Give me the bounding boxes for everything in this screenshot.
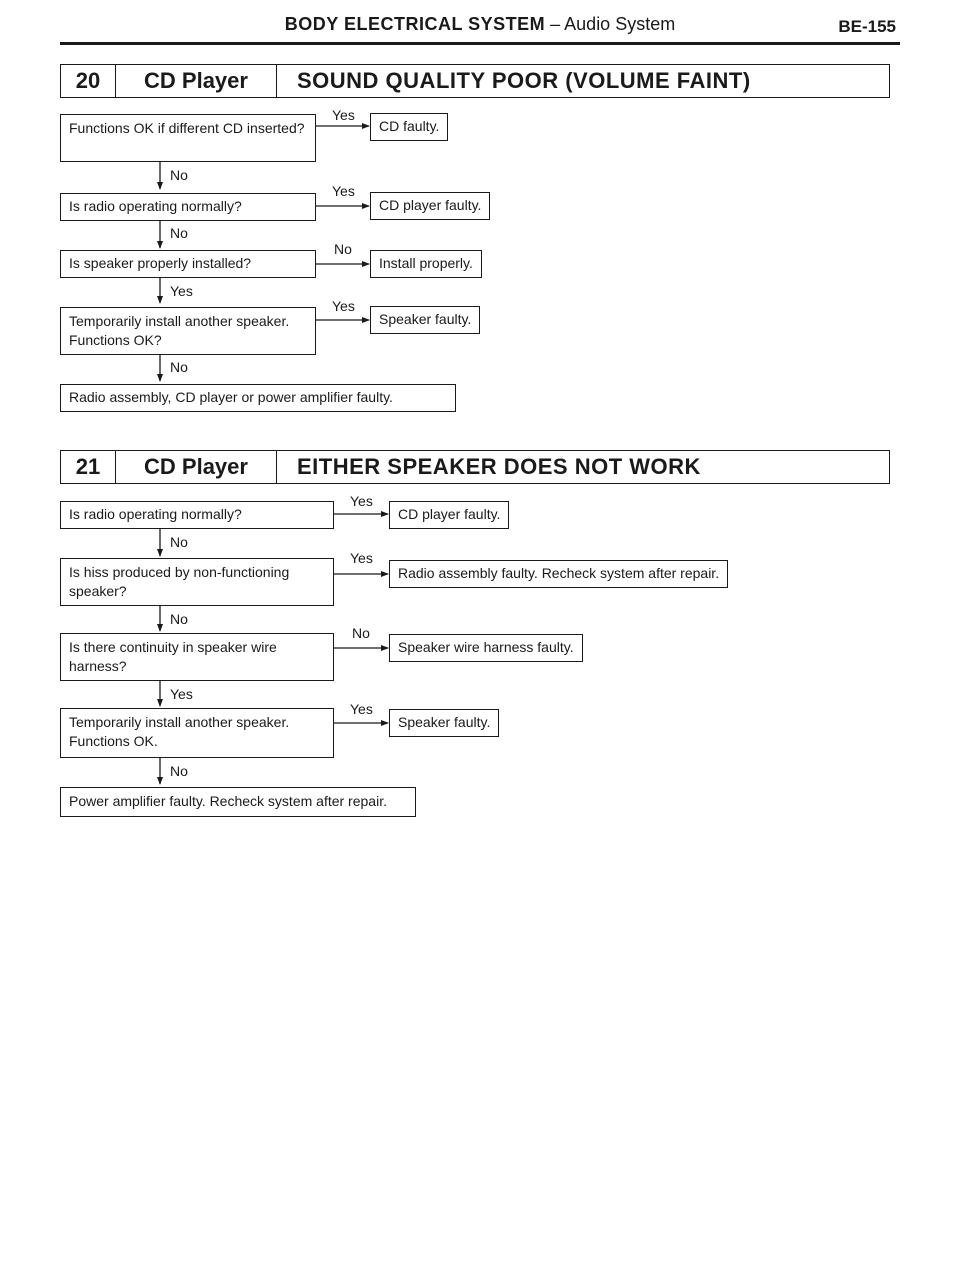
s20-next-label-4: No <box>170 359 188 375</box>
s21-next-label-4: No <box>170 763 188 779</box>
s20-result-label-2: Yes <box>332 183 355 199</box>
s21-question-2: Is hiss produced by non-functioning speaker? <box>60 558 334 606</box>
s21-question-3: Is there continuity in speaker wire harness? <box>60 633 334 681</box>
s21-result-label-4: Yes <box>350 701 373 717</box>
page-number: BE-155 <box>838 17 896 36</box>
s20-next-label-2: No <box>170 225 188 241</box>
section-21-header <box>60 450 890 484</box>
s21-result-label-1: Yes <box>350 493 373 509</box>
header-subtitle: – Audio System <box>545 14 676 34</box>
s20-question-2: Is radio operating normally? <box>60 193 316 221</box>
s21-next-label-2: No <box>170 611 188 627</box>
s20-result-4: Speaker faulty. <box>370 306 480 334</box>
s21-result-3: Speaker wire harness faulty. <box>389 634 583 662</box>
section-21-number: 21 <box>61 451 116 483</box>
s20-question-3: Is speaker properly installed? <box>60 250 316 278</box>
s20-result-1: CD faulty. <box>370 113 448 141</box>
s21-result-2: Radio assembly faulty. Recheck system after repair. <box>389 560 728 588</box>
s21-next-label-3: Yes <box>170 686 193 702</box>
section-20-category: CD Player <box>116 65 277 97</box>
section-20-header <box>60 64 890 98</box>
s20-result-label-4: Yes <box>332 298 355 314</box>
s20-question-4: Temporarily install another speaker. Functions OK? <box>60 307 316 355</box>
s21-question-4: Temporarily install another speaker. Functions OK. <box>60 708 334 758</box>
s20-final-result: Radio assembly, CD player or power amplifier faulty. <box>60 384 456 412</box>
s20-result-label-1: Yes <box>332 107 355 123</box>
s21-result-4: Speaker faulty. <box>389 709 499 737</box>
s20-question-1: Functions OK if different CD inserted? <box>60 114 316 162</box>
section-21-symptom: EITHER SPEAKER DOES NOT WORK <box>297 454 701 479</box>
s21-result-label-3: No <box>352 625 370 641</box>
s20-result-label-3: No <box>334 241 352 257</box>
s21-result-label-2: Yes <box>350 550 373 566</box>
s20-next-label-3: Yes <box>170 283 193 299</box>
s20-next-label-1: No <box>170 167 188 183</box>
section-20-number: 20 <box>61 65 116 97</box>
s21-next-label-1: No <box>170 534 188 550</box>
section-21-category: CD Player <box>116 451 277 483</box>
section-20-symptom: SOUND QUALITY POOR (VOLUME FAINT) <box>297 68 751 93</box>
header-title: BODY ELECTRICAL SYSTEM <box>284 14 546 34</box>
s21-final-result: Power amplifier faulty. Recheck system after repair. <box>60 787 416 817</box>
s21-question-1: Is radio operating normally? <box>60 501 334 529</box>
s21-result-1: CD player faulty. <box>389 501 509 529</box>
s20-result-2: CD player faulty. <box>370 192 490 220</box>
s20-result-3: Install properly. <box>370 250 482 278</box>
